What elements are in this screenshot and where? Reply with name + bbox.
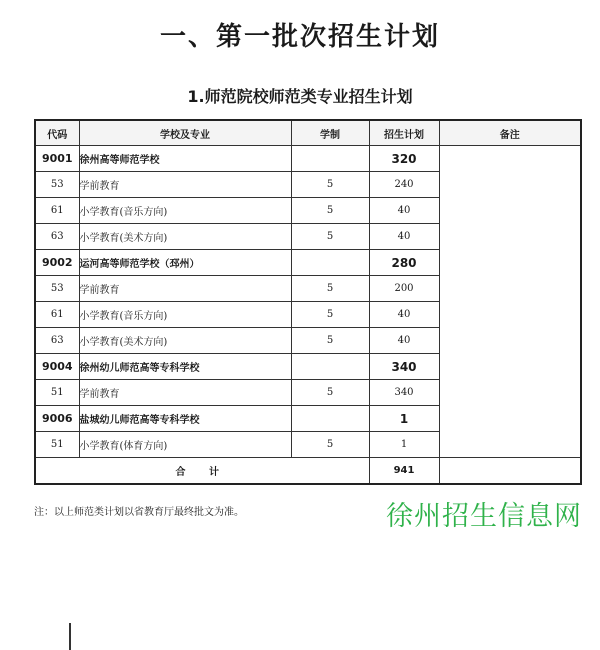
column-header-code: 代码 — [35, 120, 79, 146]
table-header-row — [35, 120, 581, 146]
cell-plan-count: 40 — [369, 224, 439, 250]
cell-years — [291, 354, 369, 380]
total-label: 合 计 — [35, 458, 369, 485]
cell-years: 5 — [291, 432, 369, 458]
major-row — [35, 224, 581, 250]
cell-school-major: 小学教育(美术方向) — [79, 224, 291, 250]
watermark-logo: 徐州招生信息网 — [386, 501, 582, 532]
cell-code: 51 — [35, 432, 79, 458]
cell-plan-count: 1 — [369, 432, 439, 458]
cell-code: 63 — [35, 328, 79, 354]
major-row — [35, 432, 581, 458]
major-row — [35, 198, 581, 224]
cell-school-major: 学前教育 — [79, 172, 291, 198]
cell-plan-count: 280 — [369, 250, 439, 276]
footnote: 注：以上师范类计划以省教育厅最终批文为准。 — [34, 507, 244, 518]
cell-code: 53 — [35, 172, 79, 198]
school-row — [35, 250, 581, 276]
cell-plan-count: 40 — [369, 328, 439, 354]
cell-code: 61 — [35, 198, 79, 224]
column-header-remarks: 备注 — [439, 120, 581, 146]
school-row — [35, 146, 581, 172]
page-title: 一、第一批次招生计划 — [159, 22, 440, 52]
cell-plan-count: 40 — [369, 302, 439, 328]
cell-school-major: 盐城幼儿师范高等专科学校 — [79, 406, 291, 432]
cell-school-major: 徐州幼儿师范高等专科学校 — [79, 354, 291, 380]
cell-school-major: 运河高等师范学校（邳州） — [79, 250, 291, 276]
cell-code: 51 — [35, 380, 79, 406]
column-header-years: 学制 — [291, 120, 369, 146]
cell-plan-count: 340 — [369, 354, 439, 380]
cell-years: 5 — [291, 172, 369, 198]
cell-school-major: 学前教育 — [79, 276, 291, 302]
major-row — [35, 302, 581, 328]
cell-years: 5 — [291, 302, 369, 328]
cell-plan-count: 1 — [369, 406, 439, 432]
total-count: 941 — [369, 458, 439, 485]
major-row — [35, 380, 581, 406]
cell-code: 9006 — [35, 406, 79, 432]
cell-school-major: 小学教育(体育方向) — [79, 432, 291, 458]
school-row — [35, 406, 581, 432]
cell-plan-count: 40 — [369, 198, 439, 224]
cell-school-major: 小学教育(美术方向) — [79, 328, 291, 354]
column-header-school-major: 学校及专业 — [79, 120, 291, 146]
major-row — [35, 276, 581, 302]
major-row — [35, 172, 581, 198]
cell-code: 63 — [35, 224, 79, 250]
cell-code: 53 — [35, 276, 79, 302]
cell-plan-count: 240 — [369, 172, 439, 198]
column-header-plan: 招生计划 — [369, 120, 439, 146]
cell-school-major: 学前教育 — [79, 380, 291, 406]
cell-code: 9001 — [35, 146, 79, 172]
cell-years — [291, 146, 369, 172]
cell-years: 5 — [291, 328, 369, 354]
cell-years: 5 — [291, 380, 369, 406]
cell-code: 9004 — [35, 354, 79, 380]
major-row — [35, 328, 581, 354]
cell-years — [291, 250, 369, 276]
cell-school-major: 徐州高等师范学校 — [79, 146, 291, 172]
cell-code: 61 — [35, 302, 79, 328]
cell-code: 9002 — [35, 250, 79, 276]
cell-remarks — [69, 623, 71, 650]
cell-school-major: 小学教育(音乐方向) — [79, 198, 291, 224]
cell-plan-count: 320 — [369, 146, 439, 172]
cell-plan-count: 340 — [369, 380, 439, 406]
cell-years: 5 — [291, 276, 369, 302]
enrollment-plan-table — [34, 119, 582, 485]
cell-years: 5 — [291, 198, 369, 224]
school-row — [35, 354, 581, 380]
cell-years: 5 — [291, 224, 369, 250]
total-row — [35, 458, 581, 485]
total-remarks — [439, 458, 581, 485]
cell-years — [291, 406, 369, 432]
section-title: 1.师范院校师范类专业招生计划 — [187, 87, 413, 106]
cell-school-major: 小学教育(音乐方向) — [79, 302, 291, 328]
cell-plan-count: 200 — [369, 276, 439, 302]
